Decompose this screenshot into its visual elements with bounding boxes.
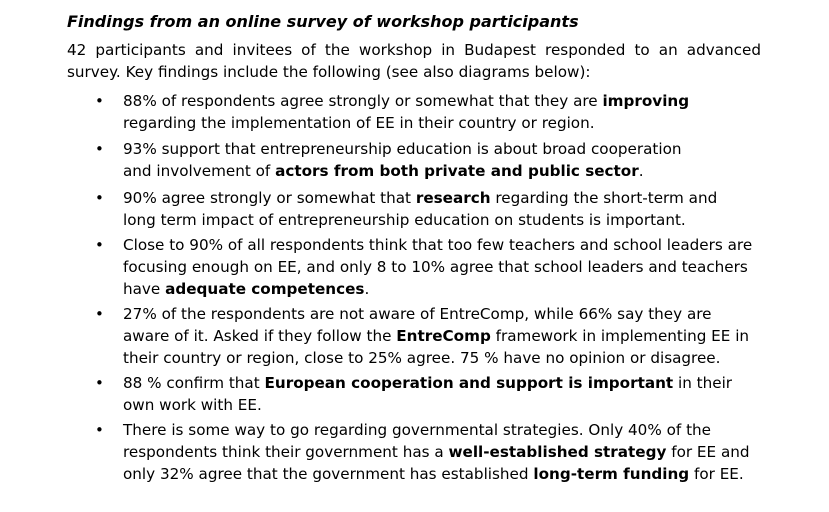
finding-text <box>123 90 689 134</box>
text-run: 88 % confirm that <box>123 374 265 392</box>
bold-term: adequate competences <box>165 280 365 298</box>
finding-line: 93% support that entrepreneurship education is about broad cooperation <box>123 140 682 158</box>
finding-line: regarding the implementation of EE in their country or region. <box>123 114 595 132</box>
finding-line <box>123 325 749 347</box>
finding-text <box>123 187 717 231</box>
bold-term: European cooperation and support is important <box>264 374 674 392</box>
finding-line <box>123 187 717 209</box>
finding-line <box>123 463 750 485</box>
bold-term: actors from both private and public sector <box>275 162 639 180</box>
text-run: and involvement of <box>123 162 276 180</box>
finding-line <box>123 441 750 463</box>
finding-line: 27% of the respondents are not aware of EntreComp, while 66% say they are <box>123 305 712 323</box>
bullet-icon: • <box>95 236 104 254</box>
finding-text <box>123 303 749 369</box>
finding-text <box>123 372 732 416</box>
text-run: for EE. <box>689 465 744 483</box>
finding-text <box>123 234 752 300</box>
finding-text <box>123 138 682 182</box>
text-run: for EE and <box>666 443 750 461</box>
text-run: framework in implementing EE in <box>490 327 750 345</box>
finding-line: Close to 90% of all respondents think that too few teachers and school leaders are <box>123 236 753 254</box>
section-heading: Findings from an online survey of workshop participants <box>67 12 579 31</box>
bold-term: long-term funding <box>533 465 690 483</box>
text-run: . <box>364 280 370 298</box>
intro-paragraph <box>67 39 761 83</box>
intro-line-text: 42 participants and invitees of the workshop in Budapest responded to an advanced <box>67 41 761 59</box>
finding-line: own work with EE. <box>123 396 262 414</box>
text-run: only 32% agree that the government has established <box>123 465 534 483</box>
finding-line: There is some way to go regarding governmental strategies. Only 40% of the <box>123 421 711 439</box>
text-run: in their <box>673 374 733 392</box>
bold-term: well-established strategy <box>448 443 667 461</box>
finding-line: focusing enough on EE, and only 8 to 10% agree that school leaders and teachers <box>123 258 748 276</box>
finding-line: their country or region, close to 25% agree. 75 % have no opinion or disagree. <box>123 349 721 367</box>
finding-line <box>123 278 752 300</box>
text-run: have <box>123 280 166 298</box>
bullet-icon: • <box>95 374 104 392</box>
bullet-icon: • <box>95 189 104 207</box>
text-run: regarding the short-term and <box>490 189 718 207</box>
bullet-icon: • <box>95 140 104 158</box>
finding-line <box>123 90 689 112</box>
bold-term: research <box>415 189 491 207</box>
text-run: . <box>638 162 644 180</box>
text-run: aware of it. Asked if they follow the <box>123 327 397 345</box>
text-run: 88% of respondents agree strongly or somewhat that they are <box>123 92 603 110</box>
finding-line <box>123 372 732 394</box>
intro-line: survey. Key findings include the following (see also diagrams below): <box>67 63 591 81</box>
finding-line: long term impact of entrepreneurship education on students is important. <box>123 211 686 229</box>
text-run: 90% agree strongly or somewhat that <box>123 189 416 207</box>
bullet-icon: • <box>95 421 104 439</box>
bold-term: EntreComp <box>396 327 491 345</box>
bold-term: improving <box>602 92 690 110</box>
text-run: respondents think their government has a <box>123 443 449 461</box>
finding-text <box>123 419 750 485</box>
finding-line <box>123 160 682 182</box>
bullet-icon: • <box>95 92 104 110</box>
intro-line <box>67 39 761 61</box>
bullet-icon: • <box>95 305 104 323</box>
